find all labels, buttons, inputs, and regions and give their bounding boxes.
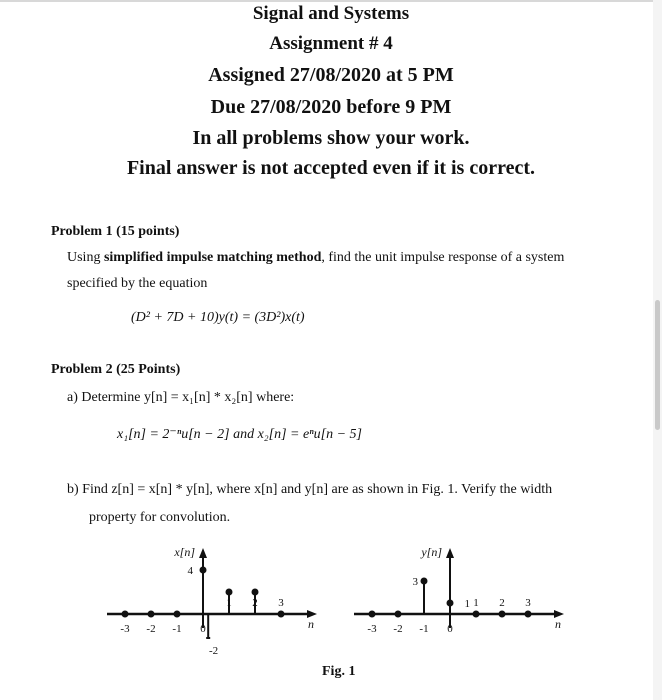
problem-1-method: simplified impulse matching method xyxy=(103,250,322,265)
tick-label-1: 1 xyxy=(226,597,232,609)
stem-marker-3 xyxy=(278,611,285,618)
stem-marker--1 xyxy=(174,611,181,618)
problem-1-text-line-1 xyxy=(67,250,564,266)
x-axis-label: n xyxy=(308,617,314,631)
tick-label-2: 2 xyxy=(499,597,505,609)
document-title: Signal and Systems xyxy=(252,3,410,24)
problem-1-text-line-2: specified by the equation xyxy=(67,276,208,291)
due-date: Due 27/08/2020 before 9 PM xyxy=(210,96,452,118)
stem-marker--1 xyxy=(421,578,428,585)
tick-label-0: 0 xyxy=(447,623,453,635)
stem-marker-2 xyxy=(252,589,259,596)
warning-text: Final answer is not accepted even if it is correct. xyxy=(126,157,536,179)
problem-1-equation: (D² + 7D + 10)y(t) = (3D²)x(t) xyxy=(131,310,305,325)
stem-marker-0 xyxy=(200,567,207,574)
assigned-date: Assigned 27/08/2020 at 5 PM xyxy=(208,64,454,86)
y-axis-arrow xyxy=(446,548,454,558)
scrollbar-thumb[interactable] xyxy=(655,300,660,430)
figure-caption: Fig. 1 xyxy=(322,664,356,679)
scrollbar[interactable] xyxy=(653,0,662,700)
tick-label--1: -1 xyxy=(172,623,182,635)
assignment-number: Assignment # 4 xyxy=(269,33,393,54)
instruction-text: In all problems show your work. xyxy=(192,127,470,149)
value-label-negative: -2 xyxy=(209,645,219,657)
stem-marker-1 xyxy=(226,589,233,596)
tick-label-2: 2 xyxy=(252,597,258,609)
stem-marker-3 xyxy=(525,611,532,618)
problem-1-intro: Using xyxy=(67,250,104,265)
problem-2-title: Problem 2 (25 Points) xyxy=(51,362,181,377)
value-label-peak: 4 xyxy=(187,565,193,577)
tick-label-1: 1 xyxy=(473,597,479,609)
x-axis-label: n xyxy=(555,617,561,631)
stem-marker--2 xyxy=(148,611,155,618)
tick-label--1: -1 xyxy=(419,623,429,635)
stem-marker--3 xyxy=(122,611,129,618)
tick-label--2: -2 xyxy=(146,623,156,635)
tick-label-0: 0 xyxy=(200,623,206,635)
y-axis-label: x[n] xyxy=(174,545,195,559)
problem-2-part-b-line-2: property for convolution. xyxy=(89,510,231,525)
page-top-edge xyxy=(0,0,662,2)
stem-marker-2 xyxy=(499,611,506,618)
problem-1-title: Problem 1 (15 points) xyxy=(51,224,180,239)
problem-2-part-a-equation: x₁[n] = 2⁻ⁿu[n − 2] and x₂[n] = eⁿu[n − 5] xyxy=(117,427,362,442)
stem-marker-0 xyxy=(447,600,454,607)
tick-label--2: -2 xyxy=(393,623,403,635)
problem-2-part-a: a) Determine y[n] = x₁[n] * x₂[n] where: xyxy=(67,390,295,405)
problem-2-part-b-line-1: b) Find z[n] = x[n] * y[n], where x[n] and y[n] are as shown in Fig. 1. Verify the width xyxy=(67,482,553,497)
stem-marker-1 xyxy=(473,611,480,618)
stem-plot-x xyxy=(95,540,335,660)
y-axis-label: y[n] xyxy=(421,545,442,559)
tick-label--3: -3 xyxy=(120,623,130,635)
value-label-one: 1 xyxy=(464,598,470,610)
tick-label--3: -3 xyxy=(367,623,377,635)
stem-plot-y xyxy=(342,540,582,660)
value-label-peak: 3 xyxy=(412,576,418,588)
stem-marker--3 xyxy=(369,611,376,618)
problem-1-rest: , find the unit impulse response of a system xyxy=(321,250,565,265)
y-axis-arrow xyxy=(199,548,207,558)
stem-marker--2 xyxy=(395,611,402,618)
tick-label-3: 3 xyxy=(525,597,531,609)
tick-label-3: 3 xyxy=(278,597,284,609)
